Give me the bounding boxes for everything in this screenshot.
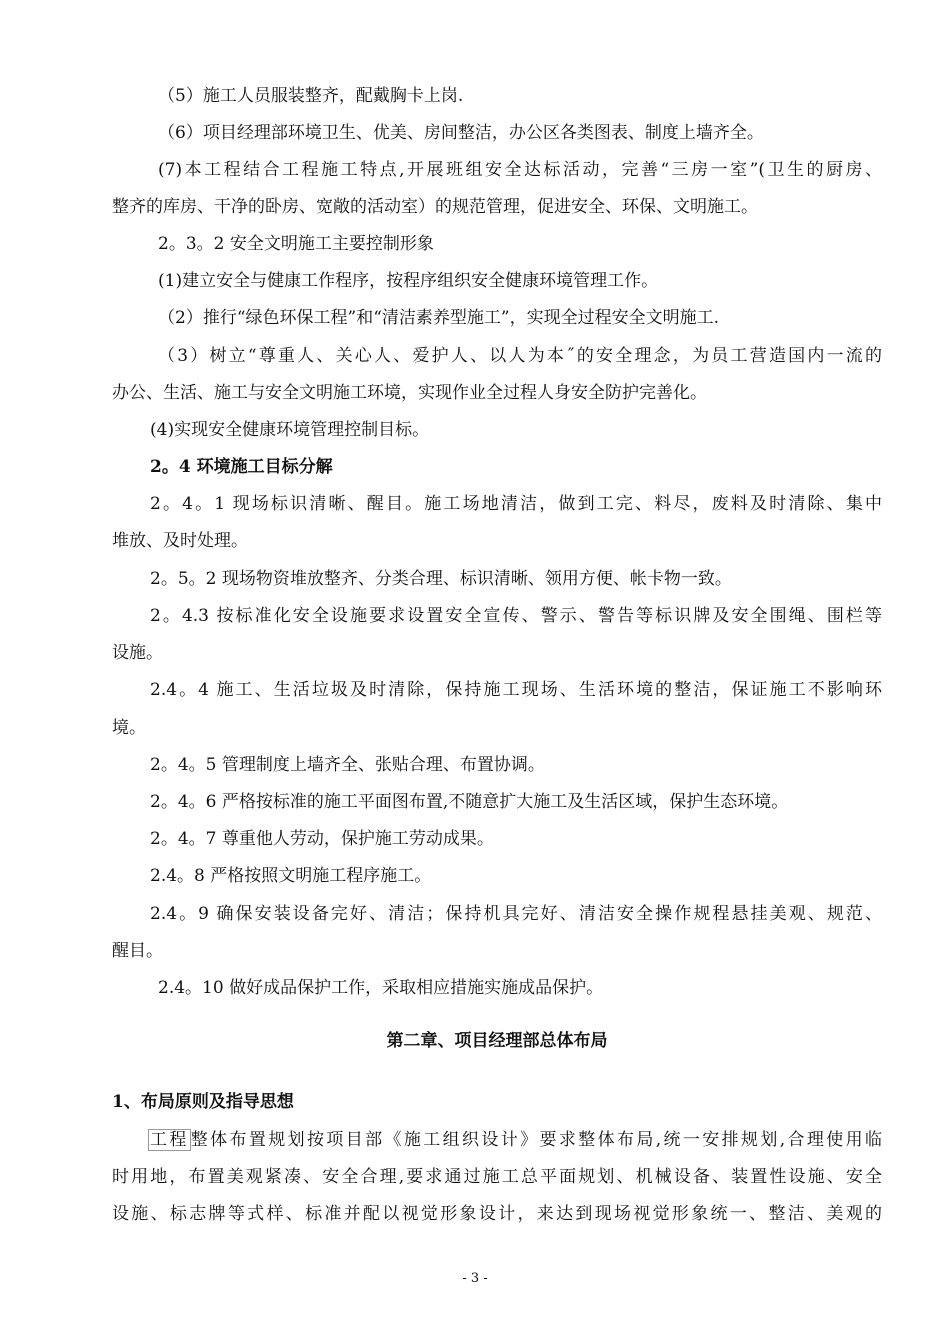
paragraph-line: 办公、生活、施工与安全文明施工环境，实现作业全过程人身安全防护完善化。 <box>112 383 707 403</box>
section-heading: 2。3。2 安全文明施工主要控制形象 <box>158 234 434 254</box>
paragraph-line: 2.4。4 施工、生活垃圾及时清除，保持施工现场、生活环境的整洁，保证施工不影响环 <box>150 680 882 700</box>
paragraph-line: 2。5。2 现场物资堆放整齐、分类合理、标识清晰、领用方便、帐卡物一致。 <box>150 569 732 589</box>
paragraph-line: (4)实现安全健康环境管理控制目标。 <box>150 420 430 440</box>
paragraph-line: （3）树立“尊重人、关心人、爱护人、以人为本˝的安全理念，为员工营造国内一流的 <box>158 346 882 366</box>
paragraph-line: 2.4。10 做好成品保护工作，采取相应措施实施成品保护。 <box>158 978 604 998</box>
highlighted-text: 工程 <box>150 1130 189 1150</box>
paragraph-line: 2.4。9 确保安装设备完好、清洁；保持机具完好、清洁安全操作规程悬挂美观、规范、 <box>150 904 882 924</box>
paragraph-line: 2。4。1 现场标识清晰、醒目。施工场地清洁，做到工完、料尽，废料及时清除、集中 <box>150 494 882 514</box>
section-heading: 2。4 环境施工目标分解 <box>150 457 333 477</box>
paragraph-line: （6）项目经理部环境卫生、优美、房间整洁，办公区各类图表、制度上墙齐全。 <box>158 123 764 143</box>
paragraph-line: 2。4。5 管理制度上墙齐全、张贴合理、布置协调。 <box>150 755 545 775</box>
page-number: - 3 - <box>462 1271 488 1286</box>
paragraph-line <box>150 1128 882 1152</box>
paragraph-line: 2。4。7 尊重他人劳动，保护施工劳动成果。 <box>150 829 494 849</box>
paragraph-text: 整体布置规划按项目部《施工组织设计》要求整体布局,统一安排规划,合理使用临 <box>190 1130 882 1150</box>
chapter-title: 第二章、项目经理部总体布局 <box>386 1031 608 1051</box>
paragraph-line: 整齐的库房、干净的卧房、宽敞的活动室）的规范管理，促进安全、环保、文明施工。 <box>112 197 758 217</box>
paragraph-line: (7)本工程结合工程施工特点,开展班组安全达标活动，完善“三房一室”(卫生的厨房、 <box>158 160 882 180</box>
paragraph-line: 设施。 <box>112 643 163 663</box>
paragraph-line: 时用地，布置美观紧凑、安全合理,要求通过施工总平面规划、机械设备、装置性设施、安全 <box>112 1167 882 1187</box>
paragraph-line: 堆放、及时处理。 <box>112 531 248 551</box>
paragraph-line: (1)建立安全与健康工作程序，按程序组织安全健康环境管理工作。 <box>158 271 659 291</box>
paragraph-line: （2）推行“绿色环保工程”和“清洁素养型施工”，实现全过程安全文明施工. <box>158 308 719 328</box>
paragraph-line: 醒目。 <box>112 941 163 961</box>
section-heading: 1、布局原则及指导思想 <box>112 1092 294 1112</box>
paragraph-line: 境。 <box>112 718 146 738</box>
paragraph-line: （5）施工人员服装整齐，配戴胸卡上岗. <box>158 86 464 106</box>
paragraph-line: 2。4.3 按标准化安全设施要求设置安全宣传、警示、警告等标识牌及安全围绳、围栏等 <box>150 606 882 626</box>
paragraph-line: 设施、标志牌等式样、标准并配以视觉形象设计，来达到现场视觉形象统一、整洁、美观的 <box>112 1204 882 1224</box>
paragraph-line: 2。4。6 严格按标准的施工平面图布置,不随意扩大施工及生活区域，保护生态环境。 <box>150 792 789 812</box>
paragraph-line: 2.4。8 严格按照文明施工程序施工。 <box>150 866 432 886</box>
